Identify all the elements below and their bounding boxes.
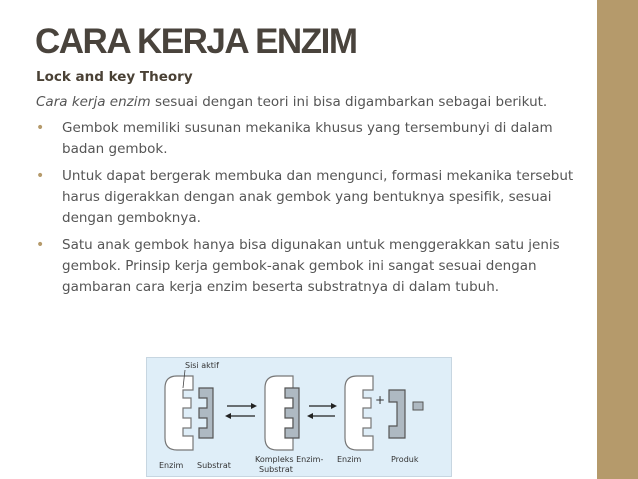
plus-sign: +	[375, 393, 386, 407]
complex-shape	[265, 376, 299, 450]
label-substrat: Substrat	[197, 461, 231, 470]
enzyme-shape-2	[345, 376, 373, 450]
bullet-item	[36, 118, 596, 160]
reversible-arrow-2	[307, 403, 337, 419]
substrate-shape	[199, 388, 213, 438]
bullet-icon: •	[36, 237, 45, 253]
decorative-side-bar	[597, 0, 638, 479]
slide-title: CARA KERJA ENZIM	[35, 22, 357, 61]
label-enzim-2: Enzim	[337, 455, 362, 464]
product-shape	[389, 390, 423, 438]
bullet-item	[36, 235, 596, 298]
slide-body	[36, 92, 596, 304]
enzyme-diagram-graphic	[147, 358, 451, 476]
bullet-icon: •	[36, 120, 45, 136]
enzyme-diagram	[146, 357, 452, 477]
bullet-icon: •	[36, 168, 45, 184]
intro-paragraph	[36, 92, 596, 113]
intro-rest: sesuai dengan teori ini bisa digambarkan sebagai berikut.	[150, 94, 548, 110]
label-sisi-aktif: Sisi aktif	[185, 361, 219, 370]
enzyme-shape-1	[165, 376, 193, 450]
label-kompleks-line2: Substrat	[259, 465, 293, 474]
bullet-item	[36, 166, 596, 229]
bullet-list	[36, 118, 596, 298]
reversible-arrow-1	[225, 403, 257, 419]
label-kompleks-line1: Kompleks Enzim-	[255, 455, 324, 464]
bullet-text: Gembok memiliki susunan mekanika khusus yang tersembunyi di dalam badan gembok.	[62, 120, 553, 157]
label-produk: Produk	[391, 455, 419, 464]
intro-italic: Cara kerja enzim	[36, 94, 151, 110]
bullet-text: Untuk dapat bergerak membuka dan mengunci, formasi mekanika tersebut harus digerakkan dengan anak gembok yang bentuknya spesifik, sesuai dengan gemboknya.	[62, 168, 574, 226]
slide-subtitle: Lock and key Theory	[36, 69, 193, 85]
label-enzim-1: Enzim	[159, 461, 184, 470]
bullet-text: Satu anak gembok hanya bisa digunakan untuk menggerakkan satu jenis gembok. Prinsip kerja gembok-anak gembok ini sangat sesuai dengan gambaran cara kerja enzim beserta substratnya di dalam tubuh.	[62, 237, 560, 295]
